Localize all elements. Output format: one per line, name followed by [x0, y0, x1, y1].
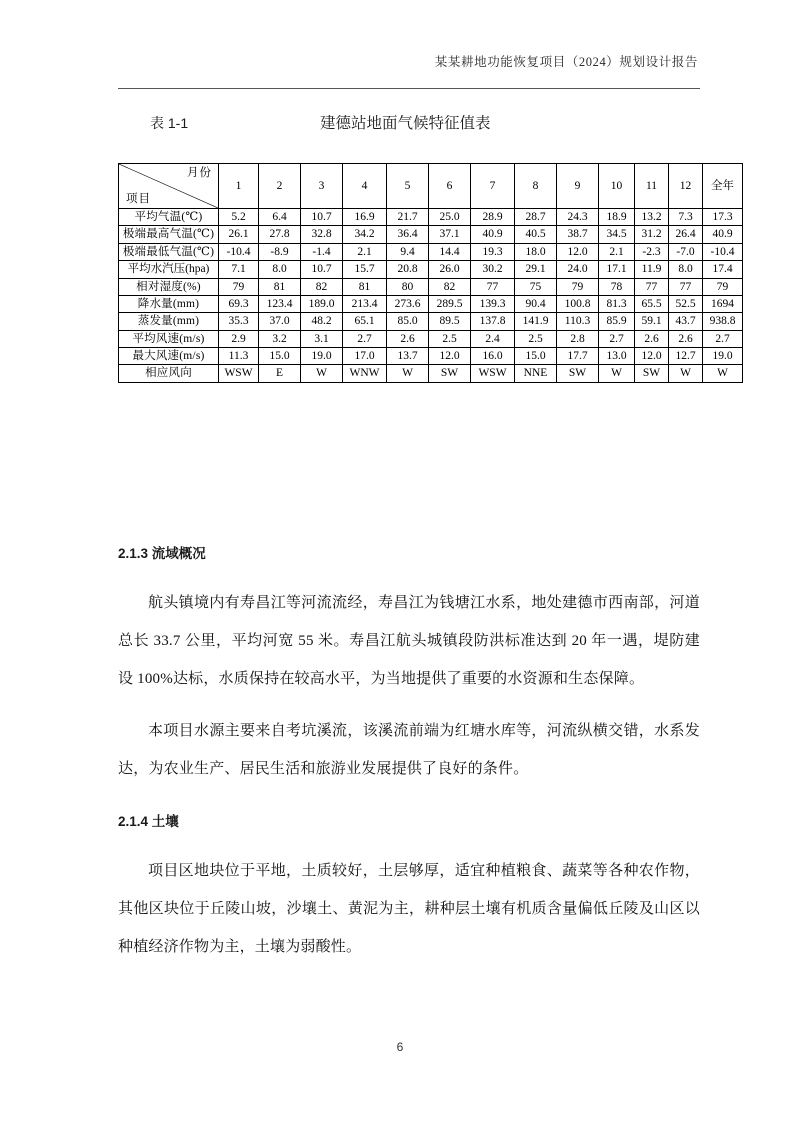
table-cell: 13.7	[387, 348, 429, 365]
table-cell: 2.5	[515, 330, 557, 347]
page-number: 6	[396, 1040, 404, 1054]
table-row	[119, 313, 743, 330]
spacer	[118, 830, 700, 852]
header-divider	[118, 88, 700, 89]
row-label: 相对湿度(%)	[119, 278, 219, 295]
row-label: 相应风向	[119, 365, 219, 382]
table-cell: 110.3	[557, 313, 599, 330]
section-heading-214	[118, 814, 700, 830]
table-row	[119, 209, 743, 226]
table-caption	[150, 111, 690, 133]
table-cell: 37.1	[429, 226, 471, 243]
table-cell: 12.0	[429, 348, 471, 365]
table-cell: 2.1	[343, 243, 387, 260]
table-cell: WSW	[219, 365, 259, 382]
table-cell: 17.1	[599, 261, 635, 278]
table-cell: 273.6	[387, 295, 429, 312]
table-cell: 77	[669, 278, 703, 295]
table-cell: 6.4	[259, 209, 301, 226]
column-header-13: 全年	[703, 164, 743, 209]
table-cell: 36.4	[387, 226, 429, 243]
table-row	[119, 365, 743, 382]
table-cell: WNW	[343, 365, 387, 382]
table-cell: 2.7	[599, 330, 635, 347]
table-cell: 139.3	[471, 295, 515, 312]
table-cell: 18.9	[599, 209, 635, 226]
climate-table-container	[118, 163, 736, 383]
table-cell: 7.3	[669, 209, 703, 226]
table-cell: W	[387, 365, 429, 382]
table-cell: 13.0	[599, 348, 635, 365]
table-cell: 90.4	[515, 295, 557, 312]
table-cell: 34.2	[343, 226, 387, 243]
column-header-7: 7	[471, 164, 515, 209]
running-title: 某某耕地功能恢复项目（2024）规划设计报告	[434, 55, 698, 69]
table-cell: 938.8	[703, 313, 743, 330]
table-cell: 78	[599, 278, 635, 295]
table-cell: 2.6	[387, 330, 429, 347]
table-title: 建德站地面气候特征值表	[320, 115, 491, 132]
table-cell: 25.0	[429, 209, 471, 226]
table-cell: 2.1	[599, 243, 635, 260]
table-cell: 16.0	[471, 348, 515, 365]
table-cell: SW	[429, 365, 471, 382]
table-cell: 40.9	[471, 226, 515, 243]
table-cell: W	[669, 365, 703, 382]
row-label: 降水量(mm)	[119, 295, 219, 312]
column-header-5: 5	[387, 164, 429, 209]
table-cell: 16.9	[343, 209, 387, 226]
table-row	[119, 261, 743, 278]
page-header	[0, 0, 800, 92]
table-cell: 2.5	[429, 330, 471, 347]
table-cell: 19.0	[301, 348, 343, 365]
spacer	[118, 698, 700, 712]
table-cell: 11.3	[219, 348, 259, 365]
row-label: 蒸发量(mm)	[119, 313, 219, 330]
table-cell: 38.7	[557, 226, 599, 243]
table-cell: 2.8	[557, 330, 599, 347]
table-row	[119, 226, 743, 243]
table-cell: 82	[429, 278, 471, 295]
spacer	[118, 562, 700, 584]
table-cell: 40.9	[703, 226, 743, 243]
table-cell: 79	[557, 278, 599, 295]
table-cell: 189.0	[301, 295, 343, 312]
table-cell: 69.3	[219, 295, 259, 312]
table-cell: 77	[635, 278, 669, 295]
table-number: 表 1-1	[150, 115, 189, 131]
table-cell: W	[599, 365, 635, 382]
table-cell: 14.4	[429, 243, 471, 260]
table-cell: 24.3	[557, 209, 599, 226]
column-header-9: 9	[557, 164, 599, 209]
section-number-213: 2.1.3	[118, 546, 149, 561]
table-cell: 123.4	[259, 295, 301, 312]
table-cell: 3.2	[259, 330, 301, 347]
column-header-6: 6	[429, 164, 471, 209]
table-cell: 137.8	[471, 313, 515, 330]
column-header-1: 1	[219, 164, 259, 209]
table-cell: 31.2	[635, 226, 669, 243]
table-cell: 141.9	[515, 313, 557, 330]
column-header-11: 11	[635, 164, 669, 209]
table-row	[119, 295, 743, 312]
table-cell: -8.9	[259, 243, 301, 260]
table-cell: 32.8	[301, 226, 343, 243]
table-cell: 8.0	[259, 261, 301, 278]
table-cell: 28.9	[471, 209, 515, 226]
table-cell: 52.5	[669, 295, 703, 312]
table-cell: -1.4	[301, 243, 343, 260]
table-cell: 81.3	[599, 295, 635, 312]
table-row	[119, 348, 743, 365]
table-cell: 65.1	[343, 313, 387, 330]
row-label: 极端最低气温(℃)	[119, 243, 219, 260]
section-title-213: 流域概况	[151, 546, 206, 561]
table-cell: W	[301, 365, 343, 382]
table-cell: 85.0	[387, 313, 429, 330]
column-header-12: 12	[669, 164, 703, 209]
table-cell: 2.9	[219, 330, 259, 347]
paragraph-watershed-1: 航头镇境内有寿昌江等河流流经，寿昌江为钱塘江水系，地处建德市西南部，河道总长 33.7 公里，平均河宽 55 米。寿昌江航头城镇段防洪标准达到 20 年一遇，堤防建设 100%达标，水质保持在较高水平，为当地提供了重要的水资源和生态保障。	[118, 595, 700, 688]
table-cell: 40.5	[515, 226, 557, 243]
table-cell: -2.3	[635, 243, 669, 260]
table-cell: 37.0	[259, 313, 301, 330]
table-cell: 18.0	[515, 243, 557, 260]
table-cell: 21.7	[387, 209, 429, 226]
column-header-10: 10	[599, 164, 635, 209]
spacer	[118, 788, 700, 814]
table-cell: 43.7	[669, 313, 703, 330]
section-title-214: 土壤	[151, 814, 179, 830]
row-label: 最大风速(m/s)	[119, 348, 219, 365]
row-label: 平均风速(m/s)	[119, 330, 219, 347]
table-cell: 2.7	[703, 330, 743, 347]
table-cell: 28.7	[515, 209, 557, 226]
table-cell: 8.0	[669, 261, 703, 278]
table-cell: 75	[515, 278, 557, 295]
table-cell: 2.7	[343, 330, 387, 347]
table-cell: 17.4	[703, 261, 743, 278]
table-cell: 27.8	[259, 226, 301, 243]
table-cell: 13.2	[635, 209, 669, 226]
column-header-8: 8	[515, 164, 557, 209]
table-cell: 48.2	[301, 313, 343, 330]
table-cell: 19.0	[703, 348, 743, 365]
table-cell: -10.4	[219, 243, 259, 260]
table-cell: 59.1	[635, 313, 669, 330]
table-cell: 1694	[703, 295, 743, 312]
table-cell: NNE	[515, 365, 557, 382]
table-cell: 26.0	[429, 261, 471, 278]
table-cell: 17.7	[557, 348, 599, 365]
table-cell: 30.2	[471, 261, 515, 278]
paragraph-soil-1: 项目区地块位于平地，土质较好，土层够厚，适宜种植粮食、蔬菜等各种农作物，其他区块位于丘陵山坡，沙壤土、黄泥为主，耕种层土壤有机质含量偏低丘陵及山区以种植经济作物为主，土壤为弱酸性。	[118, 863, 700, 956]
table-cell: W	[703, 365, 743, 382]
column-header-2: 2	[259, 164, 301, 209]
table-cell: 3.1	[301, 330, 343, 347]
table-cell: 79	[703, 278, 743, 295]
table-cell: 2.4	[471, 330, 515, 347]
paragraph-watershed-2: 本项目水源主要来自考坑溪流，该溪流前端为红塘水库等，河流纵横交错，水系发达，为农业生产、居民生活和旅游业发展提供了良好的条件。	[118, 723, 700, 778]
table-cell: 26.1	[219, 226, 259, 243]
table-cell: WSW	[471, 365, 515, 382]
table-corner-cell	[119, 164, 219, 209]
table-cell: -7.0	[669, 243, 703, 260]
table-cell: 289.5	[429, 295, 471, 312]
table-cell: -10.4	[703, 243, 743, 260]
table-cell: 85.9	[599, 313, 635, 330]
section-heading-213	[118, 546, 700, 562]
column-header-4: 4	[343, 164, 387, 209]
climate-table	[118, 163, 743, 383]
table-cell: 10.7	[301, 261, 343, 278]
table-cell: 10.7	[301, 209, 343, 226]
table-header-row	[119, 164, 743, 209]
table-cell: 15.0	[259, 348, 301, 365]
table-cell: 15.7	[343, 261, 387, 278]
table-cell: 17.0	[343, 348, 387, 365]
table-cell: 5.2	[219, 209, 259, 226]
table-cell: 80	[387, 278, 429, 295]
table-cell: 17.3	[703, 209, 743, 226]
table-cell: 26.4	[669, 226, 703, 243]
table-cell: 79	[219, 278, 259, 295]
row-label: 极端最高气温(℃)	[119, 226, 219, 243]
table-row	[119, 278, 743, 295]
table-cell: E	[259, 365, 301, 382]
table-cell: 12.0	[635, 348, 669, 365]
table-cell: 19.3	[471, 243, 515, 260]
table-cell: 12.0	[557, 243, 599, 260]
table-cell: 34.5	[599, 226, 635, 243]
table-row	[119, 243, 743, 260]
table-cell: 12.7	[669, 348, 703, 365]
table-cell: 11.9	[635, 261, 669, 278]
document-body	[118, 546, 700, 966]
table-cell: 29.1	[515, 261, 557, 278]
table-row	[119, 330, 743, 347]
corner-row-axis-label: 项目	[126, 192, 151, 205]
table-cell: 15.0	[515, 348, 557, 365]
table-cell: 7.1	[219, 261, 259, 278]
table-cell: 2.6	[635, 330, 669, 347]
section-number-214: 2.1.4	[118, 814, 149, 830]
table-cell: 9.4	[387, 243, 429, 260]
table-cell: SW	[635, 365, 669, 382]
table-cell: SW	[557, 365, 599, 382]
table-cell: 65.5	[635, 295, 669, 312]
table-cell: 77	[471, 278, 515, 295]
table-cell: 89.5	[429, 313, 471, 330]
row-label: 平均水汽压(hpa)	[119, 261, 219, 278]
column-header-3: 3	[301, 164, 343, 209]
table-cell: 24.0	[557, 261, 599, 278]
table-cell: 100.8	[557, 295, 599, 312]
table-cell: 81	[343, 278, 387, 295]
table-cell: 35.3	[219, 313, 259, 330]
table-cell: 82	[301, 278, 343, 295]
row-label: 平均气温(℃)	[119, 209, 219, 226]
corner-column-axis-label: 月份	[187, 167, 212, 179]
table-cell: 213.4	[343, 295, 387, 312]
table-cell: 2.6	[669, 330, 703, 347]
table-cell: 20.8	[387, 261, 429, 278]
table-cell: 81	[259, 278, 301, 295]
